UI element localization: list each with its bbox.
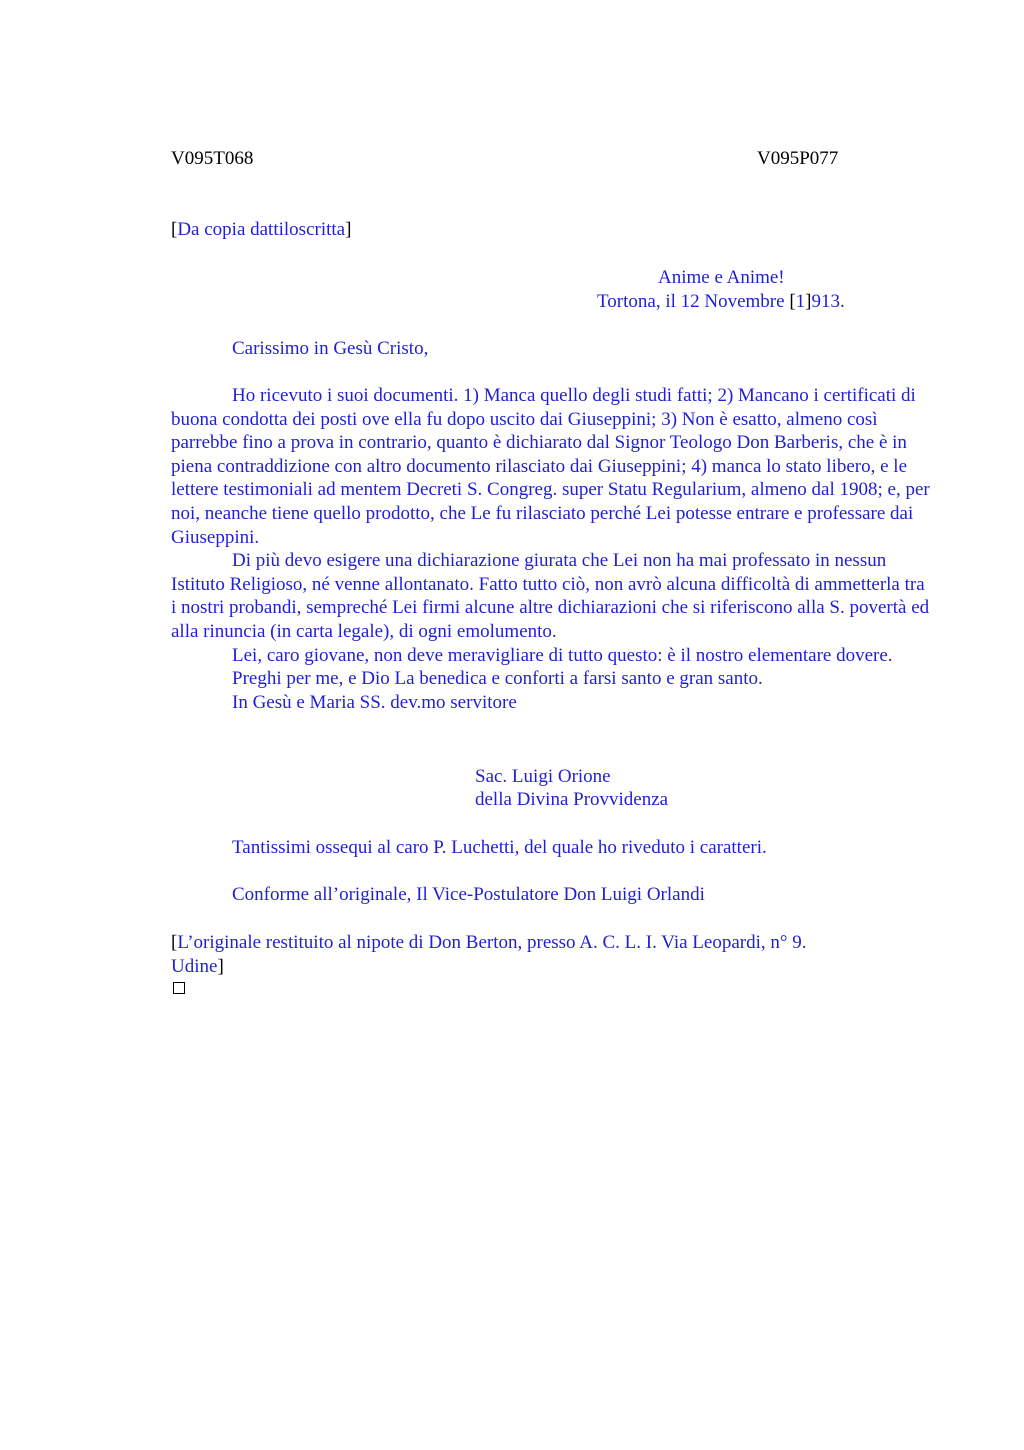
empty-box-icon [173, 982, 185, 994]
body-paragraph: Preghi per me, e Dio La benedica e conforti a farsi santo e gran santo. [232, 668, 763, 690]
header-left-code: V095T068 [171, 148, 254, 169]
final-note-line1 [171, 931, 806, 955]
body-paragraph: Di più devo esigere una dichiarazione giurata che Lei non ha mai professato in nessun Istituto Religioso, né venne allontanato. Fatto tutto ciò, non avrò alcuna difficoltà di ammetterla tra i nostri probandi, sempreché Lei firmi alcune altre dichiarazioni che si riferiscono alla S. povertà ed alla rinuncia (in carta legale), di ogni emolumento. [171, 550, 930, 642]
final-note-open-bracket: [ [171, 932, 178, 953]
postscript: Tantissimi ossequi al caro P. Luchetti, del quale ho riveduto i caratteri. [232, 837, 767, 858]
final-note-city: Udine [171, 956, 218, 977]
letter-body [171, 384, 931, 714]
signature-name: Sac. Luigi Orione [475, 766, 611, 787]
motto: Anime e Anime! [658, 267, 785, 288]
conformity-note: Conforme all’originale, Il Vice-Postulatore Don Luigi Orlandi [232, 884, 705, 905]
signature-title: della Divina Provvidenza [475, 789, 669, 810]
place-date [597, 290, 845, 314]
salutation: Carissimo in Gesù Cristo, [232, 338, 429, 359]
source-note-text: Da copia dattiloscritta [177, 219, 346, 240]
place-date-open-bracket: [ [789, 291, 796, 312]
header-right-code: V095P077 [757, 148, 839, 169]
final-note-line2 [171, 955, 224, 979]
place-date-close-bracket: ] [805, 291, 812, 312]
body-paragraph: In Gesù e Maria SS. dev.mo servitore [232, 691, 517, 713]
final-note-close-bracket: ] [217, 956, 224, 977]
body-paragraph: Lei, caro giovane, non deve meravigliare di tutto questo: è il nostro elementare dovere. [232, 644, 893, 666]
place-date-digit: 1 [795, 291, 806, 312]
body-paragraph: Ho ricevuto i suoi documenti. 1) Manca quello degli studi fatti; 2) Mancano i certificati di buona condotta dei posti ove ella fu dopo uscito dai Giuseppini; 3) Non è esatto, almeno così parrebbe fino a prova in contrario, quanto è dichiarato dal Signor Teologo Don Barberis, che è in piena contraddizione con altro documento rilasciato dai Giuseppini; 4) manca lo stato libero, e le lettere testimoniali ad mentem Decreti S. Congreg. super Statu Regularium, almeno dal 1908; e, per noi, neanche tiene quello prodotto, che Le fu rilasciato perché Lei potesse entrare e professare dai Giuseppini. [171, 385, 930, 548]
place-date-text: Tortona, il 12 Novembre [597, 291, 790, 312]
source-note [171, 218, 351, 242]
source-note-open-bracket: [ [171, 219, 178, 240]
final-note-text: L’originale restituito al nipote di Don Berton, presso A. C. L. I. Via Leopardi, n° 9. [177, 932, 807, 953]
source-note-close-bracket: ] [345, 219, 352, 240]
place-date-year: 913. [811, 291, 845, 312]
